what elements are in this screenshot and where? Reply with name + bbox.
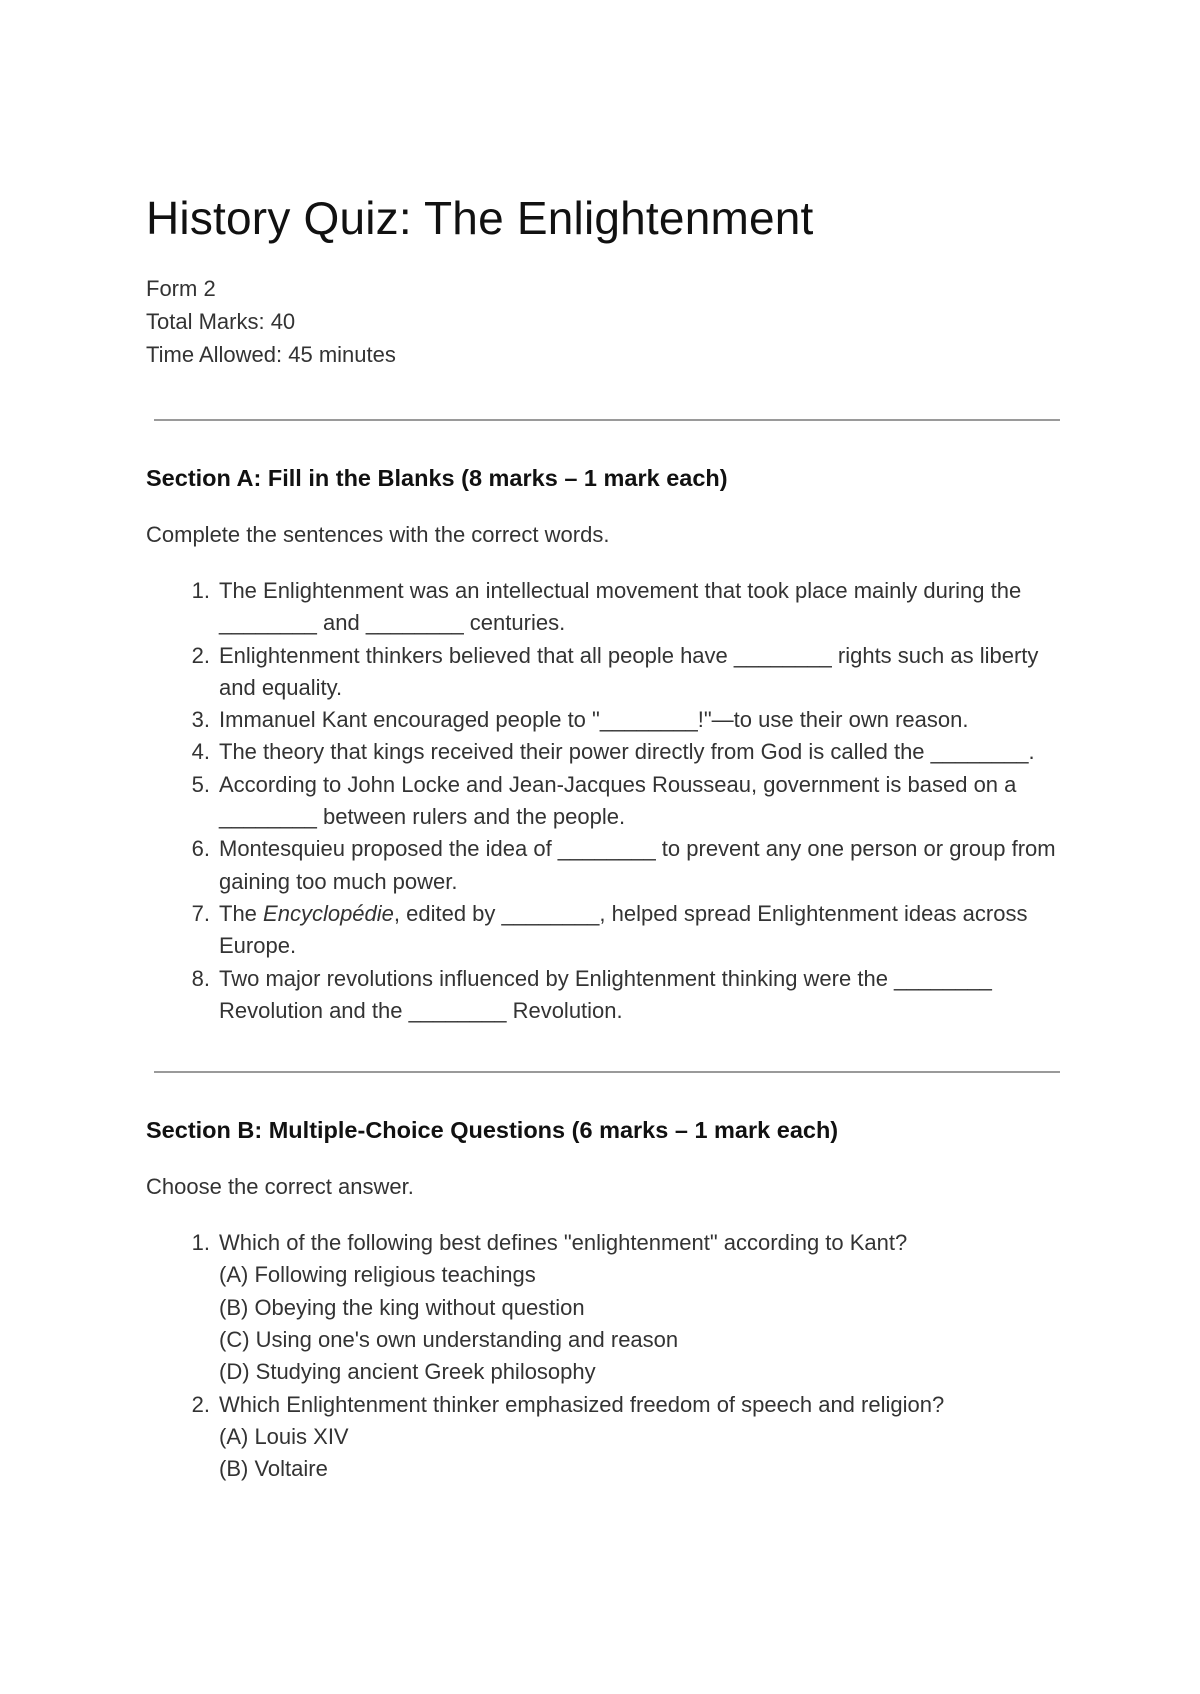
quiz-document [146, 190, 1060, 1486]
question-number: 2. [191, 1391, 210, 1417]
answer-option: (A) Louis XIV [219, 1423, 349, 1449]
time-allowed: Time Allowed: 45 minutes [146, 342, 396, 367]
item-text-before: The [219, 900, 264, 926]
answer-option: (D) Studying ancient Greek philosophy [219, 1359, 596, 1385]
item-number: 7. [191, 900, 210, 926]
list-item [146, 769, 1060, 834]
item-number: 5. [191, 771, 210, 797]
section-divider [154, 419, 1060, 421]
question-text: Which Enlightenment thinker emphasized freedom of speech and religion? [219, 1391, 945, 1417]
section-b-heading: Section B: Multiple-Choice Questions (6 marks – 1 mark each) [146, 1117, 839, 1144]
section-b-list [146, 1227, 1060, 1485]
item-number: 3. [191, 707, 210, 733]
question-number: 1. [191, 1230, 210, 1256]
list-item [146, 736, 1060, 768]
answer-option: (B) Obeying the king without question [219, 1294, 585, 1320]
item-number: 8. [191, 965, 210, 991]
list-item [146, 833, 1060, 898]
section-a-heading: Section A: Fill in the Blanks (8 marks – 1 mark each) [146, 465, 728, 491]
answer-option: (A) Following religious teachings [219, 1262, 536, 1288]
item-text: According to John Locke and Jean-Jacques Rousseau, government is based on a ________ between rulers and the people. [219, 771, 1017, 830]
list-item [146, 575, 1060, 640]
question-text: Which of the following best defines "enlightenment" according to Kant? [219, 1230, 908, 1256]
quiz-meta [146, 272, 1060, 371]
item-number: 6. [191, 836, 210, 862]
question-item [146, 1389, 1060, 1486]
page-title: History Quiz: The Enlightenment [146, 192, 814, 244]
item-text: Immanuel Kant encouraged people to "________!"—to use their own reason. [219, 707, 969, 733]
answer-option: (C) Using one's own understanding and reason [219, 1327, 679, 1353]
section-a-instructions: Complete the sentences with the correct words. [146, 522, 610, 547]
item-text-after: , edited by ________, helped spread Enlightenment ideas across Europe. [219, 900, 1028, 959]
item-text: Montesquieu proposed the idea of ________ to prevent any one person or group from gaining too much power. [219, 836, 1056, 894]
answer-option: (B) Voltaire [219, 1456, 328, 1482]
list-item [146, 704, 1060, 736]
item-number: 4. [191, 739, 210, 765]
item-text: The Enlightenment was an intellectual movement that took place mainly during the ________ and ________ centuries. [219, 578, 1022, 636]
list-item [146, 963, 1060, 1028]
section-b-instructions: Choose the correct answer. [146, 1174, 414, 1200]
item-text: Enlightenment thinkers believed that all people have ________ rights such as liberty and equality. [219, 642, 1039, 700]
list-item [146, 640, 1060, 705]
encyclopedie-title: Encyclopédie [263, 900, 394, 926]
form-label: Form 2 [146, 276, 216, 301]
item-text [219, 898, 1060, 963]
item-text: The theory that kings received their power directly from God is called the ________. [219, 739, 1035, 765]
total-marks: Total Marks: 40 [146, 309, 296, 334]
item-number: 1. [191, 578, 210, 603]
section-divider [154, 1071, 1060, 1073]
question-item [146, 1227, 1060, 1388]
item-number: 2. [191, 642, 210, 668]
item-text: Two major revolutions influenced by Enlightenment thinking were the ________ Revolution and the ________ Revolution. [219, 965, 992, 1023]
section-a-list [146, 575, 1060, 1027]
list-item [146, 898, 1060, 963]
